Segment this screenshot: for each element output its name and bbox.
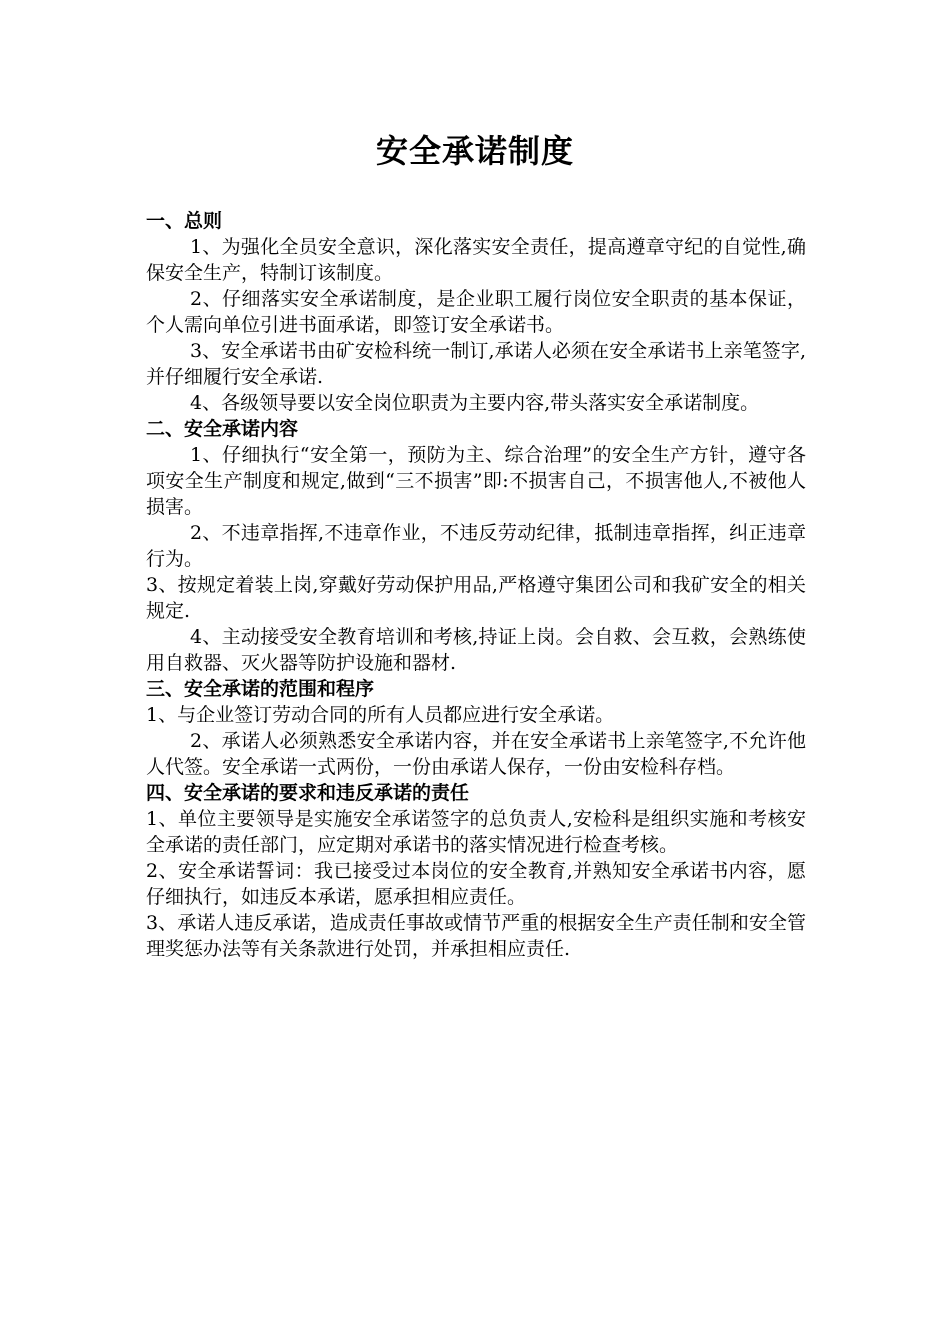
section-heading: 三、安全承诺的范围和程序 xyxy=(146,678,375,700)
paragraph: 2、仔细落实安全承诺制度，是企业职工履行岗位安全职责的基本保证，个人需向单位引进书面承诺，即签订安全承诺书。 xyxy=(146,288,806,336)
paragraph: 1、仔细执行“安全第一，预防为主、综合治理”的安全生产方针，遵守各项安全生产制度和规定,做到“三不损害”即:不损害自己，不损害他人,不被他人损害。 xyxy=(146,444,806,518)
paragraph: 2、承诺人必须熟悉安全承诺内容，并在安全承诺书上亲笔签字,不允许他人代签。安全承诺一式两份，一份由承诺人保存，一份由安检科存档。 xyxy=(146,730,806,778)
paragraph: 2、不违章指挥,不违章作业，不违反劳动纪律，抵制违章指挥，纠正违章行为。 xyxy=(146,522,806,570)
paragraph: 2、安全承诺誓词：我已接受过本岗位的安全教育,并熟知安全承诺书内容，愿仔细执行，如违反本承诺，愿承担相应责任。 xyxy=(146,860,806,908)
section-scope-procedure xyxy=(146,676,806,780)
document-title: 安全承诺制度 xyxy=(375,132,574,170)
paragraph: 3、按规定着装上岗,穿戴好劳动保护用品,严格遵守集团公司和我矿安全的相关规定. xyxy=(146,574,806,622)
section-general xyxy=(146,208,806,416)
paragraph: 1、为强化全员安全意识，深化落实安全责任，提高遵章守纪的自觉性,确保安全生产，特制订该制度。 xyxy=(146,236,806,284)
paragraph: 1、单位主要领导是实施安全承诺签字的总负责人,安检科是组织实施和考核安全承诺的责任部门，应定期对承诺书的落实情况进行检查考核。 xyxy=(146,808,806,856)
paragraph: 4、各级领导要以安全岗位职责为主要内容,带头落实安全承诺制度。 xyxy=(190,392,760,414)
section-heading: 一、总则 xyxy=(146,210,223,232)
section-heading: 四、安全承诺的要求和违反承诺的责任 xyxy=(146,782,470,804)
section-commitment-content xyxy=(146,416,806,676)
document-body xyxy=(146,208,806,962)
paragraph: 4、主动接受安全教育培训和考核,持证上岗。会自救、会互救，会熟练使用自救器、灭火器等防护设施和器材. xyxy=(146,626,806,674)
paragraph: 1、与企业签订劳动合同的所有人员都应进行安全承诺。 xyxy=(146,704,615,726)
paragraph: 3、承诺人违反承诺，造成责任事故或情节严重的根据安全生产责任制和安全管理奖惩办法等有关条款进行处罚，并承担相应责任. xyxy=(146,912,806,960)
paragraph: 3、安全承诺书由矿安检科统一制订,承诺人必须在安全承诺书上亲笔签字,并仔细履行安全承诺. xyxy=(146,340,806,388)
section-requirements-liability xyxy=(146,780,806,962)
section-heading: 二、安全承诺内容 xyxy=(146,418,299,440)
